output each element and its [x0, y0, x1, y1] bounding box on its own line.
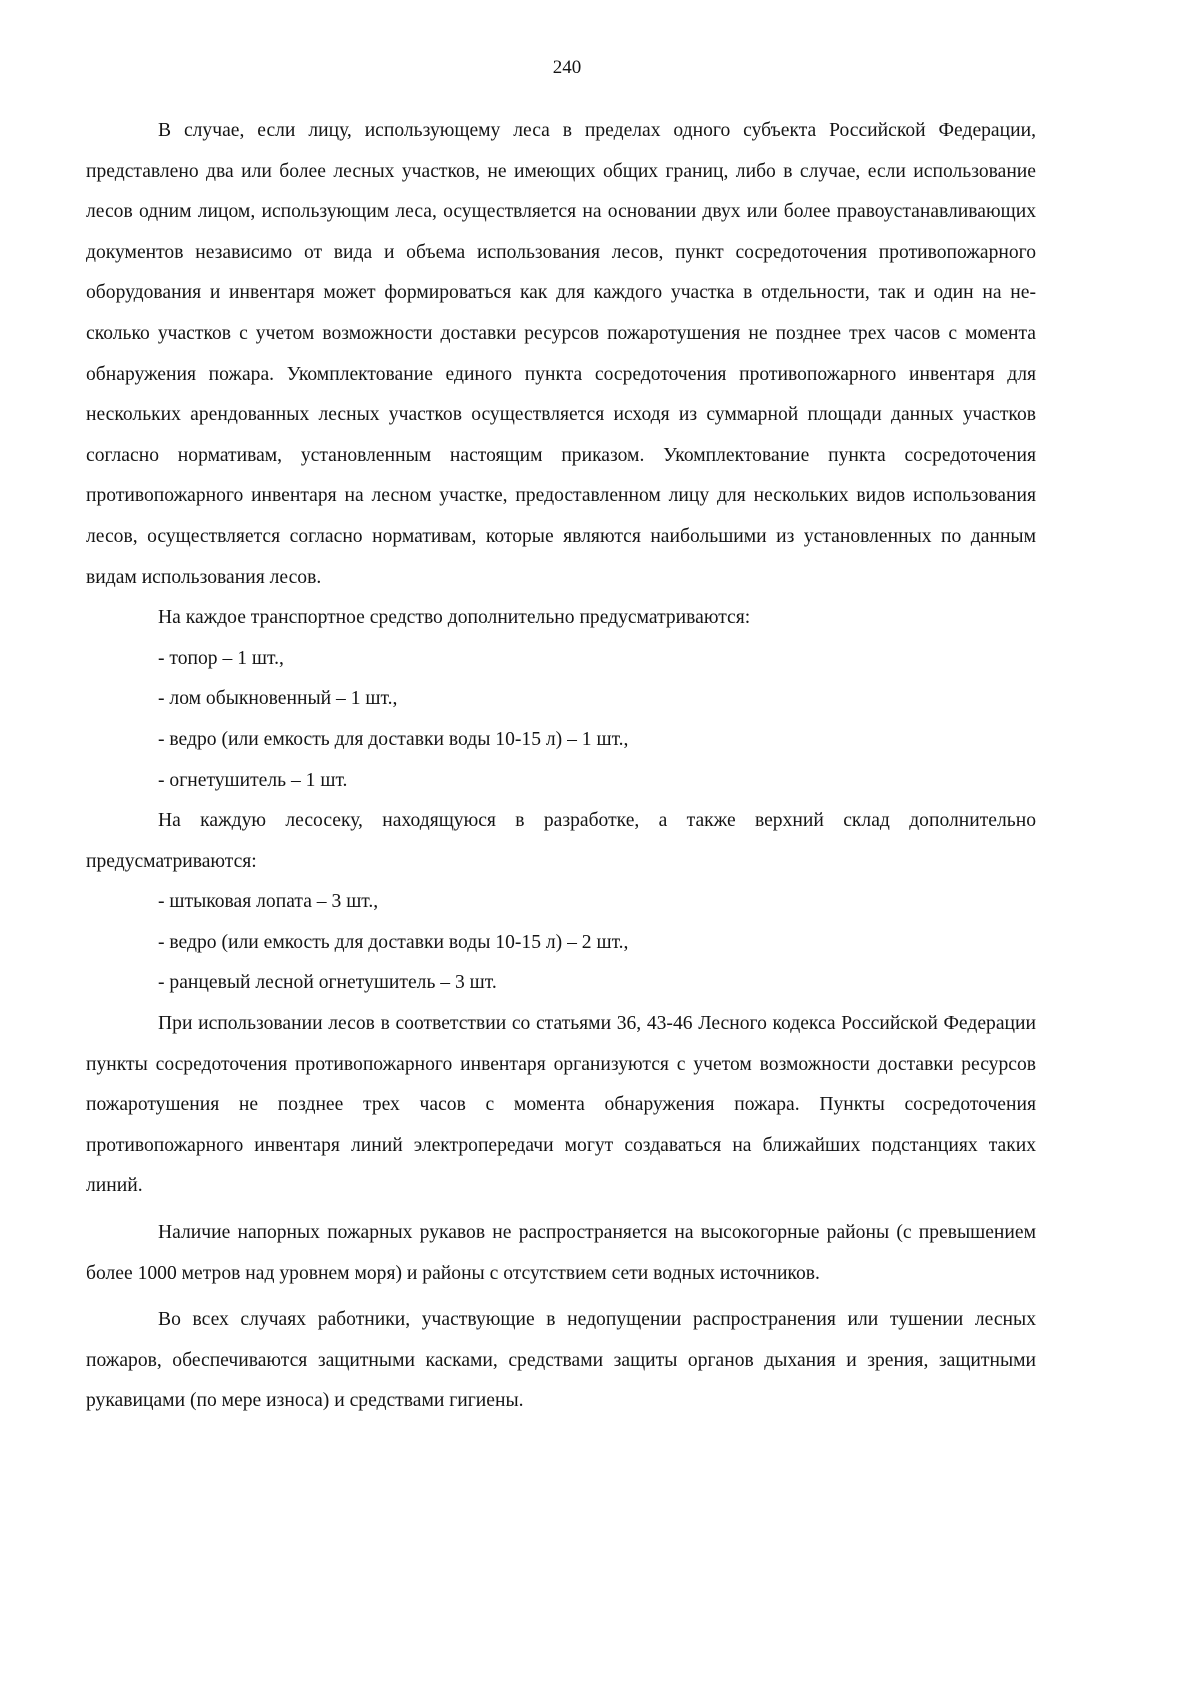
list-item: - лом обыкновенный – 1 шт., — [158, 688, 398, 710]
paragraph-forest-plots: В случае, если лицу, использующему леса в пределах одного субъекта Российской Федерации, представлено два или более лесных участков, не имеющих общих границ, либо в случае, если использование лесов одним лицом, использующим леса, осуществляется на основании двух или более правоустанавливающих документов независимо от вида и объема использования лесов, пункт сосредоточения противопожарного оборудования и инвентаря может формироваться как для каждого участка в отдельности, так и один на несколько участков с учетом возможности доставки ресурсов пожаротушения не позднее трех часов с момента обнаружения пожара. Укомплектование единого пункта сосредоточения противопожарного инвентаря для нескольких арендованных лесных участков осуществляется исходя из суммарной площади данных участков согласно нормативам, установленным настоящим приказом. Укомплектование пункта сосредоточения противопожарного инвентаря на лесном участке, предоставленном лицу для нескольких видов использования лесов, осуществляется согласно нормативам, которые являются наибольшими из установленных по данным видам использования лесов. — [86, 120, 1036, 588]
list-item: - ранцевый лесной огнетушитель – 3 шт. — [158, 972, 497, 994]
document-body — [86, 111, 1036, 1422]
list-item: - огнетушитель – 1 шт. — [158, 769, 348, 791]
list-item: - ведро (или емкость для доставки воды 10-15 л) – 1 шт., — [158, 728, 629, 750]
paragraph-cutting-area: На каждую лесосеку, находящуюся в разработке, а также верхний склад дополнительно предусматриваются: — [86, 810, 1036, 872]
list-item: - ведро (или емкость для доставки воды 10-15 л) – 2 шт., — [158, 931, 629, 953]
page-number: 240 — [552, 57, 582, 78]
paragraph-vehicle-equipment: На каждое транспортное средство дополнительно предусматриваются: — [158, 607, 751, 629]
list-item: - штыковая лопата – 3 шт., — [158, 891, 379, 913]
paragraph-protective-equipment: Во всех случаях работники, участвующие в недопущении распространения или тушении лесных пожаров, обеспечиваются защитными касками, средствами защиты органов дыхания и зрения, защитными рукавицами (по мере износа) и средствами гигиены. — [86, 1309, 1036, 1412]
paragraph-forest-code: При использовании лесов в соответствии со статьями 36, 43-46 Лесного кодекса Российской Федерации пункты сосредоточения противопожарного инвентаря организуются с учетом возможности доставки ресурсов пожаротушения не позднее трех часов с момента обнаружения пожара. Пункты сосредоточения противопожарного инвентаря линий электропередачи могут создаваться на ближайших подстанциях таких линий. — [86, 1013, 1036, 1197]
paragraph-fire-hoses: Наличие напорных пожарных рукавов не распространяется на высокогорные районы (с превышением более 1000 метров над уровнем моря) и районы с отсутствием сети водных источников. — [86, 1222, 1036, 1284]
list-item: - топор – 1 шт., — [158, 647, 284, 669]
